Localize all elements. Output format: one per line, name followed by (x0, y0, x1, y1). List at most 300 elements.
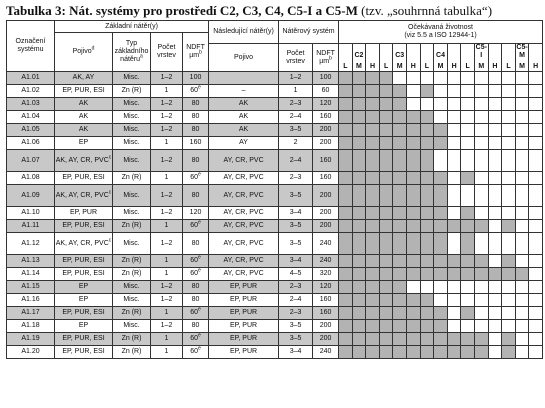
durability-cell-filled (461, 333, 475, 346)
durability-cell-empty (502, 124, 516, 137)
primer-type-cell (113, 307, 151, 320)
header-pojivo-note: d (91, 45, 95, 52)
system-id-cell (7, 207, 55, 220)
layer-count-cell (151, 111, 183, 124)
durability-cell-filled (339, 124, 353, 137)
durability-cell-filled (474, 333, 488, 346)
level-label: L (343, 63, 348, 70)
durability-cell-filled (393, 220, 407, 233)
system-ndft-cell (313, 85, 339, 98)
durability-cell-filled (461, 268, 475, 281)
level-label: H (370, 63, 376, 70)
durability-cell-filled (379, 320, 393, 333)
layer-count-cell (151, 98, 183, 111)
durability-cell-empty (461, 72, 475, 85)
durability-cell-filled (420, 85, 434, 98)
durability-cell-empty (488, 185, 502, 207)
durability-cell-empty (474, 150, 488, 172)
ndft-cell (183, 172, 209, 185)
durability-cell-filled (461, 233, 475, 255)
durability-cell-empty (488, 207, 502, 220)
system-id-cell (7, 185, 55, 207)
system-id-cell (7, 294, 55, 307)
env-level-header (366, 44, 380, 72)
durability-cell-empty (420, 98, 434, 111)
ndft-note: e (198, 219, 201, 226)
layer-count-cell (151, 85, 183, 98)
system-id: A1.08 (21, 174, 40, 181)
table-row (7, 185, 543, 207)
level-label: M (478, 63, 485, 70)
ndft: 60 (190, 309, 199, 316)
binder-cell (55, 333, 113, 346)
durability-cell-empty (461, 185, 475, 207)
system-id-cell (7, 111, 55, 124)
system-ndft: 160 (319, 174, 332, 181)
durability-cell-empty (502, 233, 516, 255)
binder-note: c (108, 154, 112, 161)
binder-cell (55, 294, 113, 307)
header-naterovy: Nátěrový systém (279, 21, 339, 44)
system-ndft: 120 (319, 100, 332, 107)
durability-cell-filled (461, 346, 475, 359)
durability-cell-empty (529, 185, 543, 207)
env-level-header (461, 44, 475, 72)
system-id: A1.17 (21, 309, 40, 316)
primer-type-cell (113, 137, 151, 150)
ndft-note: e (198, 332, 201, 339)
durability-cell-filled (407, 137, 421, 150)
durability-cell-filled (407, 150, 421, 172)
durability-cell-empty (474, 185, 488, 207)
durability-cell-empty (420, 281, 434, 294)
durability-cell-filled (379, 207, 393, 220)
system-id-cell (7, 281, 55, 294)
binder: EP, PUR, ESI (62, 174, 105, 181)
durability-cell-filled (420, 111, 434, 124)
system-id: A1.14 (21, 270, 40, 277)
durability-cell-empty (502, 281, 516, 294)
binder: EP, PUR, ESI (62, 270, 105, 277)
env-name-spacer (489, 52, 502, 63)
ndft: 60 (190, 222, 199, 229)
durability-cell-filled (379, 281, 393, 294)
durability-cell-empty (515, 185, 529, 207)
durability-cell-empty (529, 72, 543, 85)
durability-cell-filled (502, 346, 516, 359)
ndft: 160 (189, 139, 202, 146)
binder-cell (55, 150, 113, 172)
durability-cell-empty (488, 220, 502, 233)
primer-type-cell (113, 85, 151, 98)
layer-count: 1–2 (160, 113, 173, 120)
ndft: 60 (190, 87, 199, 94)
header-ndft (183, 33, 209, 72)
durability-cell-filled (434, 233, 448, 255)
binder: EP (78, 296, 89, 303)
durability-cell-filled (420, 233, 434, 255)
ndft-cell (183, 185, 209, 207)
durability-cell-empty (515, 137, 529, 150)
env-level-header (515, 44, 529, 72)
durability-cell-filled (366, 268, 380, 281)
ndft-cell (183, 85, 209, 98)
system-layer-count-cell (279, 268, 313, 281)
durability-cell-filled (434, 320, 448, 333)
system-layer-count-cell (279, 137, 313, 150)
header-ocekavana-sub: (viz 5.5 a ISO 12944-1) (404, 32, 477, 39)
next-binder-cell (209, 85, 279, 98)
coating-systems-table (6, 20, 543, 359)
next-binder-cell (209, 124, 279, 137)
durability-cell-empty (447, 172, 461, 185)
durability-cell-empty (461, 281, 475, 294)
durability-cell-filled (407, 346, 421, 359)
system-ndft-cell (313, 233, 339, 255)
durability-cell-empty (529, 268, 543, 281)
ndft: 80 (191, 322, 200, 329)
durability-cell-empty (529, 98, 543, 111)
durability-cell-filled (407, 172, 421, 185)
durability-cell-empty (529, 294, 543, 307)
durability-cell-filled (352, 281, 366, 294)
durability-cell-filled (393, 124, 407, 137)
durability-cell-empty (515, 294, 529, 307)
durability-cell-filled (420, 346, 434, 359)
durability-cell-filled (352, 98, 366, 111)
next-binder: EP, PUR (229, 335, 258, 342)
system-layer-count-cell (279, 281, 313, 294)
durability-cell-empty (474, 85, 488, 98)
durability-cell-filled (339, 150, 353, 172)
primer-type: Zn (R) (121, 309, 142, 316)
durability-cell-empty (420, 72, 434, 85)
system-id-cell (7, 85, 55, 98)
ndft: 120 (189, 209, 202, 216)
ndft-cell (183, 111, 209, 124)
system-ndft-cell (313, 346, 339, 359)
layer-count-cell (151, 124, 183, 137)
durability-cell-empty (515, 85, 529, 98)
binder: EP (78, 283, 89, 290)
next-binder-cell (209, 233, 279, 255)
durability-cell-filled (393, 346, 407, 359)
system-layer-count: 3–4 (289, 209, 302, 216)
system-layer-count-cell (279, 255, 313, 268)
durability-cell-filled (434, 124, 448, 137)
binder-cell (55, 307, 113, 320)
durability-cell-filled (379, 85, 393, 98)
durability-cell-filled (407, 320, 421, 333)
durability-cell-empty (447, 124, 461, 137)
layer-count: 1–2 (160, 74, 173, 81)
binder: AK (78, 126, 89, 133)
ndft: 80 (191, 126, 200, 133)
env-level-header (339, 44, 353, 72)
primer-type-cell (113, 207, 151, 220)
system-layer-count: 2–3 (289, 309, 302, 316)
header-row-1 (7, 21, 543, 33)
primer-type: Misc. (123, 113, 140, 120)
system-ndft-cell (313, 207, 339, 220)
durability-cell-filled (366, 85, 380, 98)
durability-cell-empty (461, 98, 475, 111)
table-row (7, 333, 543, 346)
durability-cell-filled (339, 207, 353, 220)
system-id: A1.12 (21, 239, 40, 247)
layer-count: 1 (164, 174, 169, 181)
system-layer-count: 3–5 (289, 126, 302, 133)
durability-cell-filled (379, 333, 393, 346)
durability-cell-filled (461, 307, 475, 320)
durability-cell-empty (474, 172, 488, 185)
durability-cell-empty (488, 307, 502, 320)
system-layer-count: 3–5 (289, 322, 302, 329)
table-row (7, 98, 543, 111)
system-ndft: 160 (319, 156, 332, 164)
durability-cell-filled (352, 320, 366, 333)
table-row (7, 268, 543, 281)
durability-cell-filled (474, 220, 488, 233)
durability-cell-filled (366, 320, 380, 333)
primer-type: Misc. (123, 156, 140, 164)
durability-cell-filled (366, 98, 380, 111)
level-label: H (533, 63, 539, 70)
durability-cell-empty (529, 281, 543, 294)
caption-bold: Tabulka 3: Nát. systémy pro prostředí C2, C3, C4, C5-I a C5-M (6, 3, 358, 18)
binder: AK, AY (72, 74, 95, 81)
system-layer-count-cell (279, 111, 313, 124)
durability-cell-empty (529, 346, 543, 359)
durability-cell-empty (529, 333, 543, 346)
primer-type-cell (113, 111, 151, 124)
primer-type: Zn (R) (121, 348, 142, 355)
binder-cell (55, 207, 113, 220)
header-ocekavana-title: Očekávaná životnost (408, 24, 473, 31)
ndft-cell (183, 268, 209, 281)
durability-cell-filled (379, 268, 393, 281)
durability-cell-filled (379, 137, 393, 150)
ndft-cell (183, 98, 209, 111)
durability-cell-empty (447, 281, 461, 294)
layer-count: 1–2 (160, 191, 173, 199)
durability-cell-empty (488, 333, 502, 346)
durability-cell-empty (447, 233, 461, 255)
next-binder-cell (209, 172, 279, 185)
primer-type: Misc. (123, 322, 140, 329)
durability-cell-filled (447, 268, 461, 281)
durability-cell-empty (447, 185, 461, 207)
system-id: A1.03 (21, 100, 40, 107)
system-id: A1.02 (21, 87, 40, 94)
next-binder-cell (209, 333, 279, 346)
header-typ (113, 33, 151, 72)
ndft-cell (183, 333, 209, 346)
durability-cell-filled (393, 98, 407, 111)
primer-type-cell (113, 150, 151, 172)
system-ndft-cell (313, 111, 339, 124)
durability-cell-filled (366, 207, 380, 220)
ndft-cell (183, 220, 209, 233)
durability-cell-filled (420, 294, 434, 307)
env-level-header (352, 44, 366, 72)
binder-cell (55, 185, 113, 207)
system-ndft-cell (313, 220, 339, 233)
durability-cell-filled (366, 72, 380, 85)
ndft-cell (183, 346, 209, 359)
durability-cell-empty (502, 320, 516, 333)
header-zakladni: Základní nátěr(y) (55, 21, 209, 33)
system-ndft-cell (313, 137, 339, 150)
durability-cell-empty (502, 185, 516, 207)
layer-count: 1 (164, 257, 169, 264)
binder: EP, PUR, ESI (62, 87, 105, 94)
primer-type: Zn (R) (121, 335, 142, 342)
durability-cell-empty (529, 111, 543, 124)
system-layer-count: 1 (293, 87, 298, 94)
system-layer-count-cell (279, 85, 313, 98)
layer-count-cell (151, 294, 183, 307)
durability-cell-filled (379, 124, 393, 137)
durability-cell-filled (502, 333, 516, 346)
primer-type: Misc. (123, 139, 140, 146)
durability-cell-empty (447, 307, 461, 320)
env-name: C2 (354, 52, 364, 59)
primer-type-cell (113, 233, 151, 255)
ndft-cell (183, 124, 209, 137)
env-level-header (488, 44, 502, 72)
durability-cell-filled (393, 207, 407, 220)
system-layer-count: 2–3 (289, 283, 302, 290)
system-id-cell (7, 172, 55, 185)
ndft-note: e (198, 171, 201, 178)
system-layer-count-cell (279, 150, 313, 172)
durability-cell-filled (352, 72, 366, 85)
durability-cell-empty (474, 207, 488, 220)
durability-cell-filled (339, 185, 353, 207)
durability-cell-empty (502, 137, 516, 150)
system-ndft: 100 (319, 74, 332, 81)
system-ndft-cell (313, 294, 339, 307)
durability-cell-filled (420, 255, 434, 268)
layer-count: 1–2 (160, 100, 173, 107)
system-id-cell (7, 233, 55, 255)
system-layer-count-cell (279, 172, 313, 185)
primer-type-cell (113, 185, 151, 207)
primer-type-cell (113, 333, 151, 346)
durability-cell-empty (474, 294, 488, 307)
header-typ-note: a (140, 53, 143, 60)
system-layer-count: 2–3 (289, 100, 302, 107)
primer-type: Misc. (123, 296, 140, 303)
durability-cell-empty (407, 98, 421, 111)
system-ndft: 200 (319, 139, 332, 146)
ndft-note: e (198, 84, 201, 91)
binder-cell (55, 172, 113, 185)
durability-cell-empty (488, 172, 502, 185)
env-level-header (502, 44, 516, 72)
durability-cell-filled (352, 207, 366, 220)
table-row (7, 255, 543, 268)
durability-cell-filled (393, 137, 407, 150)
primer-type-cell (113, 98, 151, 111)
durability-cell-filled (339, 333, 353, 346)
next-binder: EP, PUR (229, 322, 258, 329)
next-binder-cell (209, 268, 279, 281)
durability-cell-filled (379, 255, 393, 268)
durability-cell-filled (339, 307, 353, 320)
next-binder-cell (209, 72, 279, 85)
system-id-cell (7, 150, 55, 172)
primer-type: Zn (R) (121, 222, 142, 229)
durability-cell-filled (339, 233, 353, 255)
system-id-cell (7, 320, 55, 333)
header-typ-label: Typ základního nátěru (114, 40, 149, 63)
ndft: 60 (190, 335, 199, 342)
env-name-spacer (380, 52, 393, 63)
durability-cell-filled (393, 111, 407, 124)
durability-cell-filled (502, 220, 516, 233)
system-ndft: 160 (319, 296, 332, 303)
system-id: A1.20 (21, 348, 40, 355)
primer-type-cell (113, 124, 151, 137)
durability-cell-filled (474, 268, 488, 281)
system-layer-count: 3–5 (289, 191, 302, 199)
table-row (7, 207, 543, 220)
durability-cell-filled (461, 207, 475, 220)
binder: EP, PUR (69, 209, 98, 216)
system-ndft-cell (313, 172, 339, 185)
durability-cell-filled (366, 281, 380, 294)
next-binder: AK (238, 126, 249, 133)
binder-cell (55, 111, 113, 124)
binder-cell (55, 281, 113, 294)
system-layer-count: 2–4 (289, 113, 302, 120)
durability-cell-filled (366, 346, 380, 359)
env-name: C4 (436, 52, 445, 59)
durability-cell-empty (502, 294, 516, 307)
durability-cell-empty (529, 233, 543, 255)
system-id: A1.18 (21, 322, 40, 329)
durability-cell-filled (366, 220, 380, 233)
durability-cell-empty (515, 233, 529, 255)
durability-cell-filled (420, 172, 434, 185)
primer-type-cell (113, 281, 151, 294)
layer-count-cell (151, 307, 183, 320)
durability-cell-empty (515, 281, 529, 294)
system-id: A1.06 (21, 139, 40, 146)
next-binder: AY (239, 139, 248, 146)
primer-type-cell (113, 255, 151, 268)
level-label: M (519, 63, 525, 70)
durability-cell-empty (461, 320, 475, 333)
durability-cell-empty (488, 72, 502, 85)
durability-cell-filled (447, 220, 461, 233)
durability-cell-empty (515, 307, 529, 320)
next-binder: AY, CR, PVC (223, 174, 264, 181)
layer-count: 1 (164, 309, 169, 316)
system-layer-count-cell (279, 124, 313, 137)
table-row (7, 72, 543, 85)
env-name: C5-M (516, 44, 528, 59)
layer-count-cell (151, 185, 183, 207)
system-ndft-cell (313, 320, 339, 333)
durability-cell-empty (447, 294, 461, 307)
env-level-header (393, 44, 407, 72)
ndft-cell (183, 72, 209, 85)
durability-cell-filled (461, 172, 475, 185)
next-binder: AY, CR, PVC (223, 209, 264, 216)
